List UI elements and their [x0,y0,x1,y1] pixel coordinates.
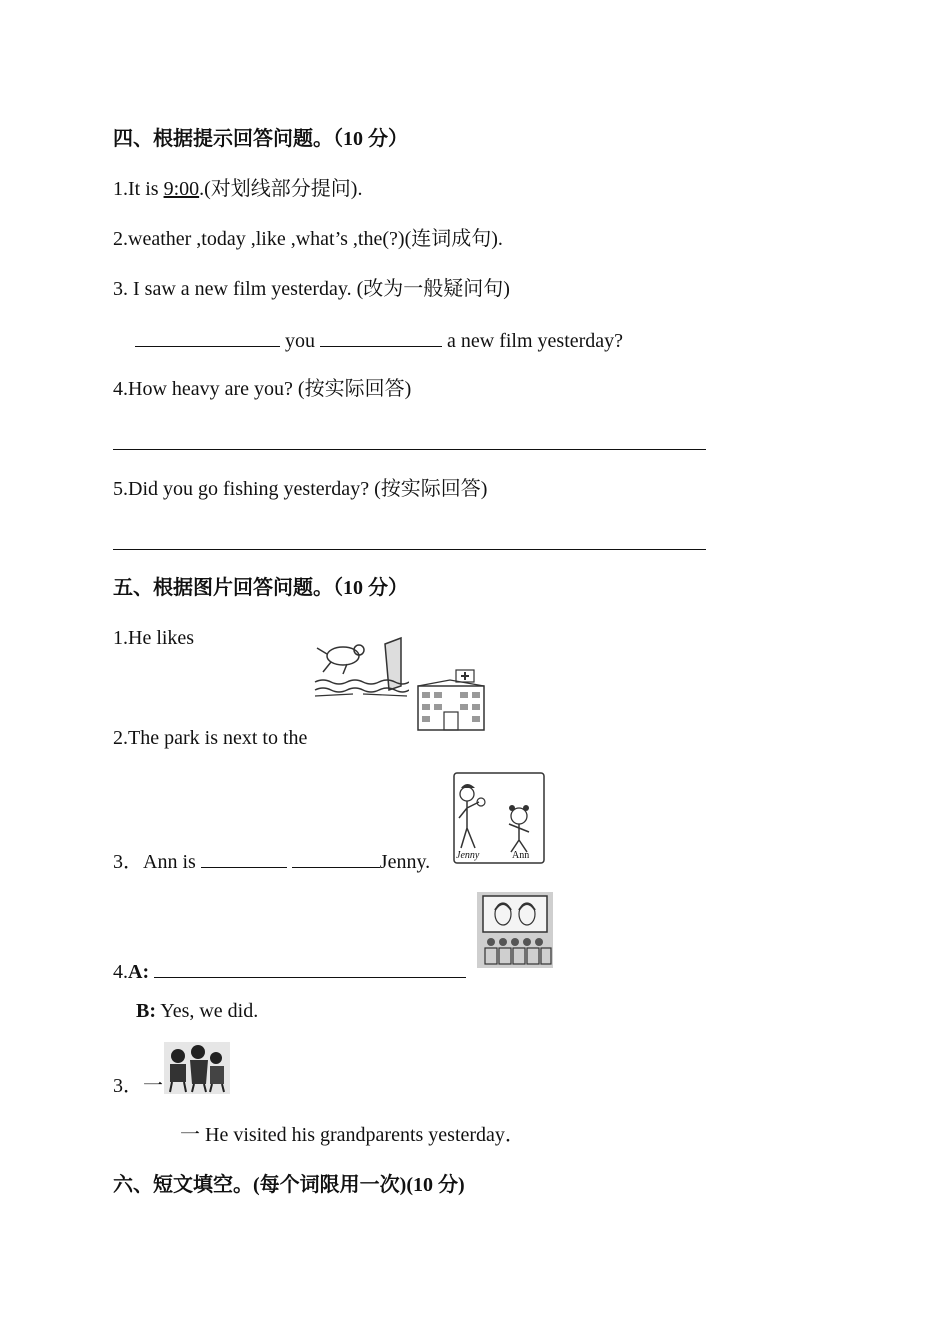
q5-4-reply: Yes, we did. [156,1000,259,1022]
q5-3-prefix: 3．Ann is [113,851,201,873]
question-4-5: 5.Did you go fishing yesterday? (按实际回答) [113,478,488,500]
answer-blank-3[interactable] [201,847,287,868]
hospital-picture [414,668,488,732]
question-4-3-answer [135,326,623,354]
answer-blank-4[interactable] [292,847,380,868]
question-5-1: 1.He likes [113,627,195,649]
question-5-4-reply [136,998,258,1024]
answer-blank-2[interactable] [320,326,442,347]
cinema-picture [477,892,553,968]
section-5-heading: 五、根据图片回答问题。（10 分） [113,577,408,599]
question-5-4 [113,957,466,985]
picture-label-ann: Ann [512,850,530,861]
grandparents-picture [164,1042,230,1094]
q5-3-suffix: Jenny. [379,851,431,873]
q4-1-suffix: .(对划线部分提问). [199,178,363,200]
q4-3-answer-part1: you [280,330,320,352]
answer-blank-5[interactable] [154,957,466,978]
q4-1-prefix: 1.It is [113,178,164,200]
question-5-5: 3．一 [113,1075,163,1097]
question-5-2: 2.The park is next to the [113,727,308,749]
question-5-3 [113,847,430,875]
speaker-b: B: [136,1000,156,1022]
answer-line-4-4[interactable] [113,449,706,450]
jenny-ann-picture [453,772,545,864]
q4-1-underlined: 9:00 [163,178,200,200]
swimming-picture [313,634,409,698]
section-6-heading: 六、短文填空。(每个词限用一次)(10 分) [113,1174,465,1196]
section-4-heading: 四、根据提示回答问题。（10 分） [113,128,408,150]
picture-label-jenny: Jenny [456,850,480,861]
answer-blank-1[interactable] [135,326,280,347]
q5-4-prefix: 4. [113,961,128,983]
answer-line-4-5[interactable] [113,549,706,550]
question-4-1 [113,176,362,202]
question-4-3: 3. I saw a new film yesterday. (改为一般疑问句) [113,278,510,300]
question-5-5-answer: 一 He visited his grandparents yesterday． [180,1124,525,1146]
question-4-4: 4.How heavy are you? (按实际回答) [113,378,412,400]
question-4-2: 2.weather ,today ,like ,what’s ,the(?)(连词成句). [113,228,503,250]
speaker-a: A: [128,961,150,983]
q4-3-answer-part2: a new film yesterday? [442,330,624,352]
